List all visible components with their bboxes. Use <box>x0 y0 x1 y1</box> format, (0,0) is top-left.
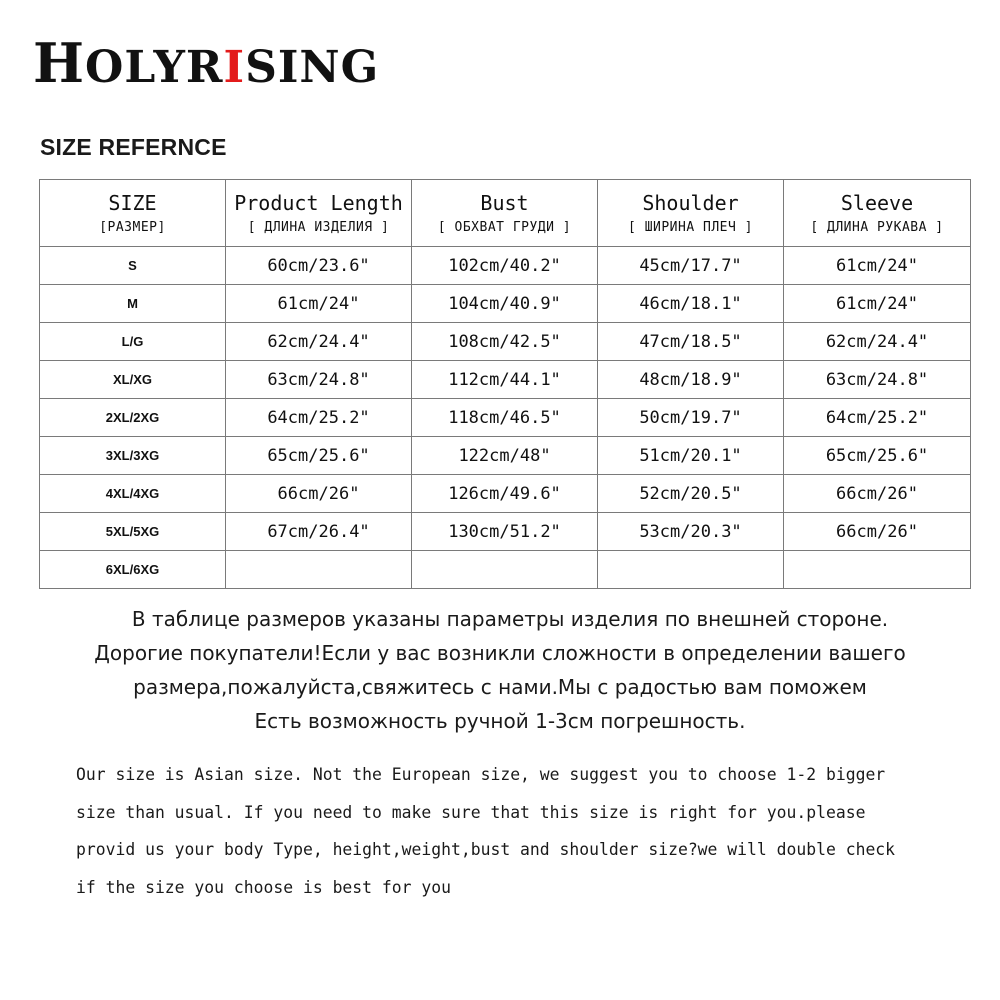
column-subtitle: [ ДЛИНА РУКАВА ] <box>810 219 944 235</box>
column-subtitle: [ ШИРИНА ПЛЕЧ ] <box>628 219 753 235</box>
shoulder-cell: 45cm/17.7" <box>598 247 784 285</box>
column-title: Bust <box>480 190 529 215</box>
sleeve-cell: 64cm/25.2" <box>784 399 971 437</box>
shoulder-cell: 50cm/19.7" <box>598 399 784 437</box>
sleeve-cell: 62cm/24.4" <box>784 323 971 361</box>
english-note-line: provid us your body Type, height,weight,bust and shoulder size?we will double check <box>76 840 896 860</box>
product-length-cell: 64cm/25.2" <box>226 399 412 437</box>
product-length-cell <box>226 551 412 589</box>
table-row <box>40 551 971 589</box>
russian-note <box>0 602 1000 738</box>
shoulder-cell: 47cm/18.5" <box>598 323 784 361</box>
brand-logo <box>33 31 380 95</box>
size-cell: M <box>40 285 226 323</box>
column-title: Shoulder <box>642 190 739 215</box>
product-length-cell: 60cm/23.6" <box>226 247 412 285</box>
bust-cell: 122cm/48" <box>412 437 598 475</box>
sleeve-cell: 63cm/24.8" <box>784 361 971 399</box>
size-cell: 6XL/6XG <box>40 551 226 589</box>
bust-cell <box>412 551 598 589</box>
shoulder-cell: 52cm/20.5" <box>598 475 784 513</box>
russian-note-line: Есть возможность ручной 1-3см погрешность. <box>254 709 746 733</box>
sleeve-cell: 61cm/24" <box>784 247 971 285</box>
english-note-line: if the size you choose is best for you <box>76 878 451 898</box>
shoulder-cell: 46cm/18.1" <box>598 285 784 323</box>
size-cell: 3XL/3XG <box>40 437 226 475</box>
column-title: Sleeve <box>840 190 914 215</box>
sleeve-cell: 66cm/26" <box>784 475 971 513</box>
russian-note-line: В таблице размеров указаны параметры изделия по внешней стороне. <box>131 607 889 631</box>
product-length-cell: 61cm/24" <box>226 285 412 323</box>
size-cell: 4XL/4XG <box>40 475 226 513</box>
english-note-line: size than usual. If you need to make sure that this size is right for you.please <box>76 802 866 822</box>
logo-text-part: OLYR <box>85 42 224 93</box>
product-length-cell: 62cm/24.4" <box>226 323 412 361</box>
english-note-line: Our size is Asian size. Not the European size, we suggest you to choose 1-2 bigger <box>76 765 886 784</box>
table-row <box>40 361 971 399</box>
product-length-cell: 66cm/26" <box>226 475 412 513</box>
table-row <box>40 399 971 437</box>
russian-note-line: Дорогие покупатели!Если у вас возникли сложности в определении вашего <box>94 641 906 665</box>
bust-cell: 102cm/40.2" <box>412 247 598 285</box>
column-title: Product Length <box>234 190 403 215</box>
product-length-cell: 67cm/26.4" <box>226 513 412 551</box>
table-row <box>40 323 971 361</box>
size-cell: 5XL/5XG <box>40 513 226 551</box>
table-row <box>40 285 971 323</box>
shoulder-cell: 51cm/20.1" <box>598 437 784 475</box>
bust-cell: 112cm/44.1" <box>412 361 598 399</box>
table-row <box>40 437 971 475</box>
logo-text-rest: SING <box>245 42 380 93</box>
size-cell: XL/XG <box>40 361 226 399</box>
column-header-bust <box>412 180 598 247</box>
sleeve-cell: 65cm/25.6" <box>784 437 971 475</box>
bust-cell: 118cm/46.5" <box>412 399 598 437</box>
sleeve-cell: 66cm/26" <box>784 513 971 551</box>
size-chart-table <box>39 179 971 589</box>
column-subtitle: [ ОБХВАТ ГРУДИ ] <box>437 219 572 235</box>
column-subtitle: [ ДЛИНА ИЗДЕЛИЯ ] <box>247 219 390 235</box>
table-row <box>40 513 971 551</box>
bust-cell: 104cm/40.9" <box>412 285 598 323</box>
size-cell: 2XL/2XG <box>40 399 226 437</box>
table-row <box>40 247 971 285</box>
product-length-cell: 63cm/24.8" <box>226 361 412 399</box>
size-reference-heading: SIZE REFERNCE <box>40 134 227 160</box>
table-row <box>40 475 971 513</box>
column-header-size <box>40 180 226 247</box>
column-subtitle: [РАЗМЕР] <box>99 219 166 235</box>
shoulder-cell: 48cm/18.9" <box>598 361 784 399</box>
shoulder-cell <box>598 551 784 589</box>
bust-cell: 126cm/49.6" <box>412 475 598 513</box>
shoulder-cell: 53cm/20.3" <box>598 513 784 551</box>
column-header-sleeve <box>784 180 971 247</box>
sleeve-cell: 61cm/24" <box>784 285 971 323</box>
logo-letter-h: H <box>33 31 86 95</box>
bust-cell: 108cm/42.5" <box>412 323 598 361</box>
column-header-shoulder <box>598 180 784 247</box>
bust-cell: 130cm/51.2" <box>412 513 598 551</box>
english-note <box>76 756 986 907</box>
column-title: SIZE <box>108 190 157 215</box>
size-cell: L/G <box>40 323 226 361</box>
size-cell: S <box>40 247 226 285</box>
sleeve-cell <box>784 551 971 589</box>
table-header-row <box>40 180 971 247</box>
column-header-product-length <box>226 180 412 247</box>
logo-accent-letter: I <box>223 42 246 93</box>
russian-note-line: размера,пожалуйста,свяжитесь с нами.Мы с радостью вам поможем <box>133 675 867 699</box>
product-length-cell: 65cm/25.6" <box>226 437 412 475</box>
